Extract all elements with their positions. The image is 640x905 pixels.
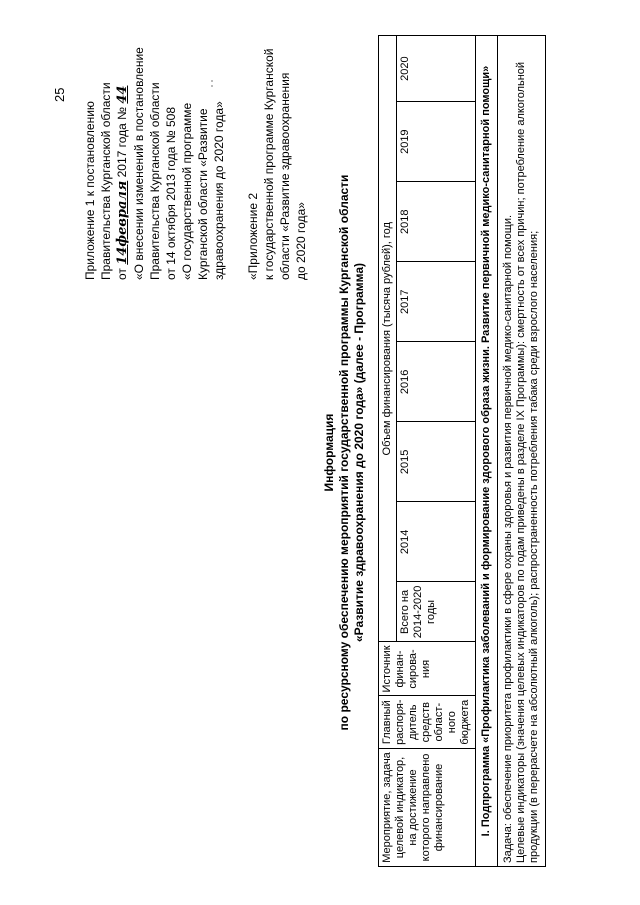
subprogram-title: I. Подпрограмма «Профилактика заболеваний и формирование здорового образа жизни. Развитие первичной медико-санитарной помощи» xyxy=(476,36,498,867)
appendix1-line7: «О государственной программе xyxy=(180,102,194,280)
handwritten-month: февраля xyxy=(115,180,130,247)
subprogram-row xyxy=(476,36,498,867)
task-text: Задача: обеспечение приоритета профилактики в сфере охраны здоровья и развития первичной медико-санитарной помощи. xyxy=(502,214,514,863)
appendix2-line3: области «Развитие здравоохранения xyxy=(278,72,292,280)
appendix-2-header xyxy=(245,30,309,280)
table-header-row-1 xyxy=(379,36,397,867)
header-year: 2014 xyxy=(397,502,476,582)
appendix2-line4: до 2020 года» xyxy=(294,202,308,280)
header-year: 2018 xyxy=(397,182,476,262)
appendix-1-header xyxy=(82,0,227,280)
appendix1-line2: Правительства Курганской области xyxy=(99,82,113,280)
appendix1-line8: Курганской области «Развитие xyxy=(196,108,210,280)
title-line1: Информация xyxy=(322,413,336,492)
appendix1-line3 xyxy=(114,0,131,280)
header-measure: Мероприятие, задача целевой индикатор, на достижение которого направлено финансирование xyxy=(379,748,476,866)
page-number: 25 xyxy=(52,87,67,102)
header-year: 2016 xyxy=(397,342,476,422)
appendix1-line5: Правительства Курганской области xyxy=(148,82,162,280)
header-manager: Главный распоря-дитель средств област-ного бюджета xyxy=(379,696,476,748)
header-year: 2015 xyxy=(397,422,476,502)
handwritten-number: 44 xyxy=(115,85,130,104)
title-line3: «Развитие здравоохранения до 2020 года» (далее - Программа) xyxy=(352,263,366,642)
document-title xyxy=(322,0,367,905)
appendix1-date-prefix: от xyxy=(115,264,129,280)
appendix1-line1: Приложение 1 к постановлению xyxy=(83,101,97,280)
task-cell xyxy=(498,36,546,867)
task-row xyxy=(498,36,546,867)
handwritten-day: 14 xyxy=(115,246,130,265)
header-volume: Объем финансирования (тысяча рублей), год xyxy=(379,36,397,642)
title-line2: по ресурсному обеспечению мероприятий государственной программы Курганской области xyxy=(337,174,351,731)
resource-table xyxy=(378,35,546,867)
appendix1-line6: от 14 октября 2013 года № 508 xyxy=(164,106,178,280)
header-year: 2019 xyxy=(397,102,476,182)
header-source: Источник финан-сирова-ния xyxy=(379,642,476,696)
appendix1-line9: здравоохранения до 2020 года» xyxy=(212,101,226,280)
appendix2-line1: «Приложение 2 xyxy=(246,192,260,280)
header-total: Всего на 2014-2020 годы xyxy=(397,582,476,642)
appendix1-year-no: 2017 года № xyxy=(115,103,129,181)
indicators-text: Целевые индикаторы (значения целевых индикаторов по годам приведены в разделе IX Программы): смертность от всех причин; потребление алкогольной продукции (в перерасчете на абсолютный алкоголь); распространенность потребления табака среди взрослого населения; xyxy=(515,61,540,863)
appendix1-line4: «О внесении изменений в постановление xyxy=(132,47,146,280)
header-year: 2017 xyxy=(397,262,476,342)
appendix2-line2: к государственной программе Курганской xyxy=(262,48,276,280)
header-year: 2020 xyxy=(397,36,476,102)
